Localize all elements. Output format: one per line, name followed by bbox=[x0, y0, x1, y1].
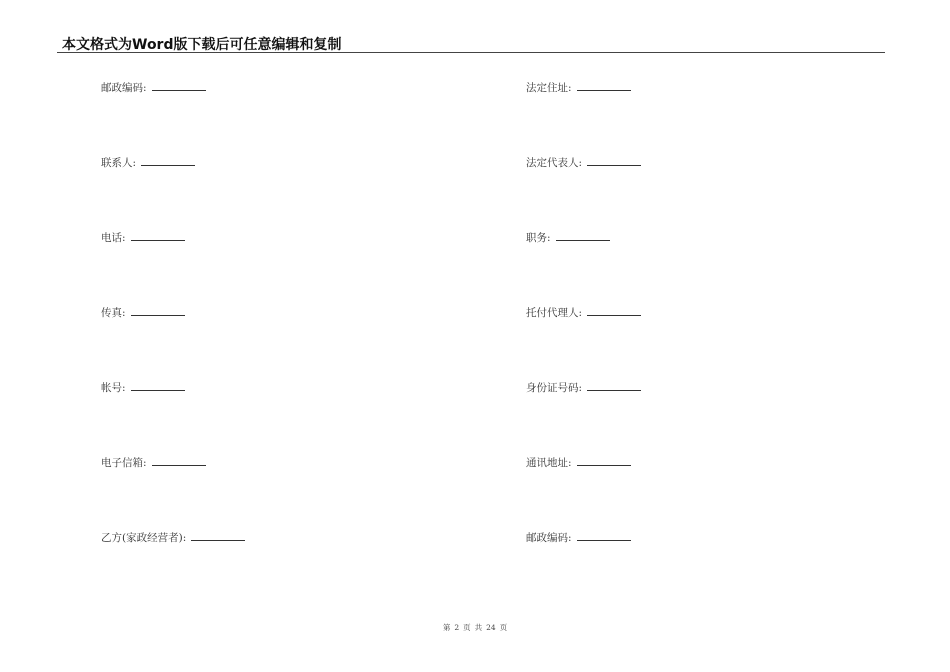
total-page-count: 24 bbox=[486, 623, 496, 632]
field-label: 身份证号码: bbox=[526, 382, 583, 394]
footer-di: 第 bbox=[442, 623, 451, 632]
header-divider bbox=[57, 52, 885, 53]
left-field-postal-code bbox=[101, 80, 206, 95]
right-field-mailing-address bbox=[526, 455, 631, 470]
field-label: 电话: bbox=[101, 232, 126, 244]
right-field-legal-representative bbox=[526, 155, 641, 170]
current-page-number: 2 bbox=[454, 623, 460, 632]
fill-in-blank bbox=[587, 156, 641, 166]
fill-in-blank bbox=[587, 306, 641, 316]
field-label: 传真: bbox=[101, 307, 126, 319]
footer-ye: 页 bbox=[463, 623, 471, 632]
field-label: 帐号: bbox=[101, 382, 126, 394]
fill-in-blank bbox=[131, 306, 185, 316]
fill-in-blank bbox=[152, 456, 206, 466]
field-label: 法定代表人: bbox=[526, 157, 583, 169]
fill-in-blank bbox=[577, 81, 631, 91]
left-field-phone bbox=[101, 230, 185, 245]
fill-in-blank bbox=[191, 531, 245, 541]
left-field-fax bbox=[101, 305, 185, 320]
fill-in-blank bbox=[131, 231, 185, 241]
document-header-title: 本文格式为Word版下载后可任意编辑和复制 bbox=[62, 37, 342, 53]
left-field-party-b bbox=[101, 530, 245, 545]
fill-in-blank bbox=[587, 381, 641, 391]
field-label: 邮政编码: bbox=[101, 82, 147, 94]
field-label: 职务: bbox=[526, 232, 551, 244]
field-label: 邮政编码: bbox=[526, 532, 572, 544]
fill-in-blank bbox=[131, 381, 185, 391]
right-field-position bbox=[526, 230, 610, 245]
field-label: 通讯地址: bbox=[526, 457, 572, 469]
page-footer bbox=[0, 622, 950, 633]
footer-gong: 共 bbox=[474, 623, 483, 632]
fill-in-blank bbox=[577, 531, 631, 541]
right-field-agent bbox=[526, 305, 641, 320]
fill-in-blank bbox=[577, 456, 631, 466]
field-label: 法定住址: bbox=[526, 82, 572, 94]
field-label: 乙方(家政经营者): bbox=[101, 532, 187, 544]
right-field-postal-code bbox=[526, 530, 631, 545]
right-field-id-number bbox=[526, 380, 641, 395]
fill-in-blank bbox=[141, 156, 195, 166]
left-field-email bbox=[101, 455, 206, 470]
right-field-legal-address bbox=[526, 80, 631, 95]
left-field-contact bbox=[101, 155, 195, 170]
fill-in-blank bbox=[152, 81, 206, 91]
footer-ye-total: 页 bbox=[499, 623, 508, 632]
fill-in-blank bbox=[556, 231, 610, 241]
field-label: 电子信箱: bbox=[101, 457, 147, 469]
field-label: 托付代理人: bbox=[526, 307, 583, 319]
field-label: 联系人: bbox=[101, 157, 137, 169]
left-field-account bbox=[101, 380, 185, 395]
